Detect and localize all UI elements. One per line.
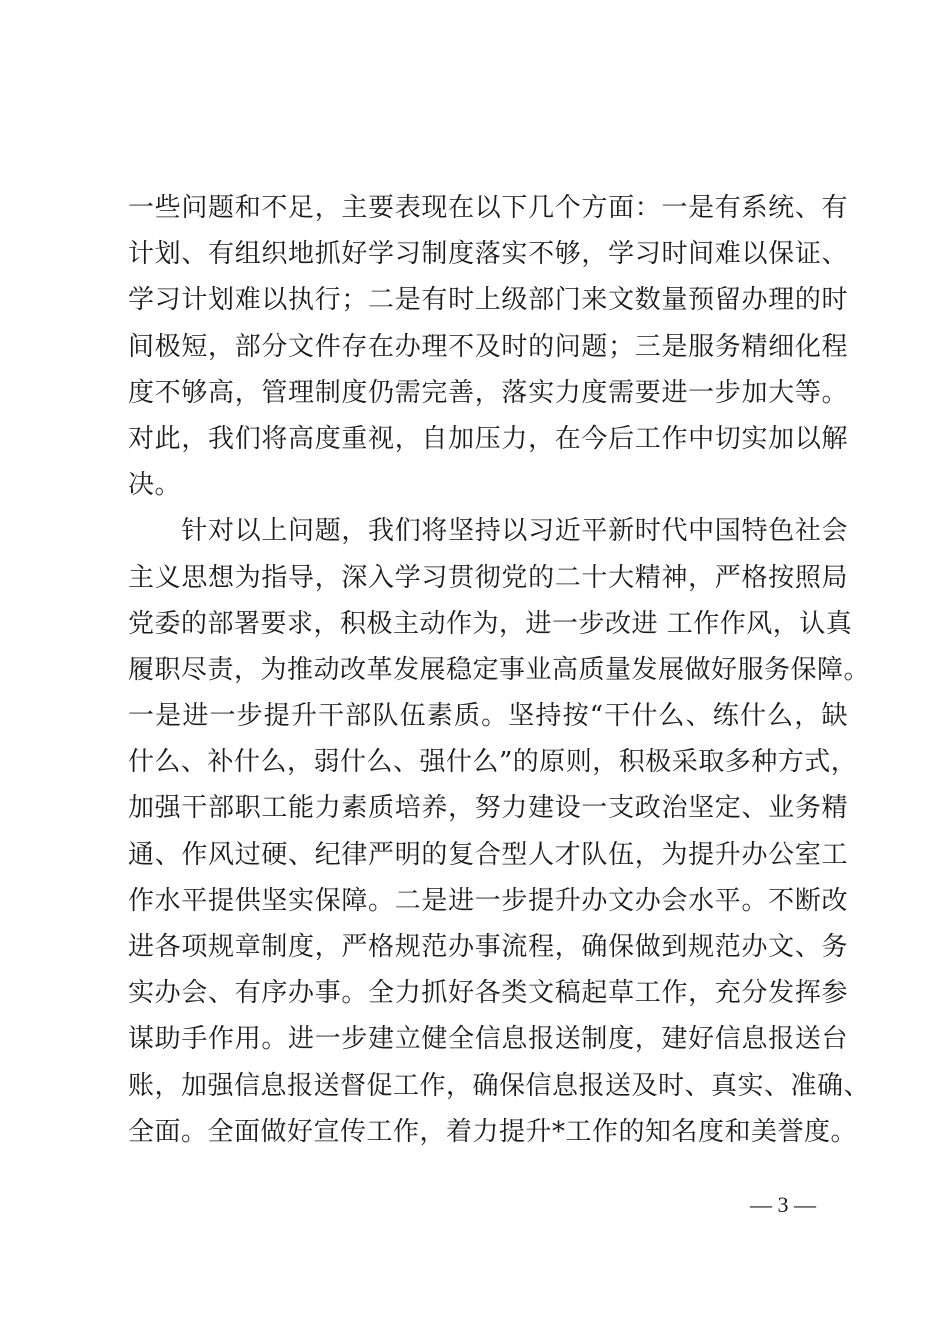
text-line: 谋助手作用。进一步建立健全信息报送制度，建好信息报送台: [128, 1024, 848, 1055]
text-line: 进各项规章制度，严格规范办事流程，确保做到规范办文、务: [128, 932, 848, 962]
text-line: 一是进一步提升干部队伍素质。坚持按“干什么、练什么，缺: [128, 701, 848, 732]
text-line: 全面。全面做好宣传工作，着力提升*工作的知名度和美誉度。: [128, 1116, 858, 1147]
text-line: 实办会、有序办事。全力抓好各类文稿起草工作，充分发挥参: [128, 978, 848, 1009]
paragraph-1: [128, 185, 848, 508]
text-line: 针对以上问题，我们将坚持以习近平新时代中国特色社会: [128, 516, 848, 547]
text-line: 账，加强信息报送督促工作，确保信息报送及时、真实、准确、: [128, 1070, 871, 1101]
text-line: 作水平提供坚实保障。二是进一步提升办文办会水平。不断改: [128, 885, 848, 916]
document-body: [128, 185, 871, 1155]
paragraph-2: [128, 508, 871, 1155]
text-line: 学习计划难以执行；二是有时上级部门来文数量预留办理的时: [128, 285, 848, 316]
text-line: 主义思想为指导，深入学习贯彻党的二十大精神，严格按照局: [128, 562, 848, 593]
text-line: 什么、补什么，弱什么、强什么”的原则，积极采取多种方式，: [128, 747, 858, 778]
text-line: 一些问题和不足，主要表现在以下几个方面：一是有系统、有: [128, 193, 848, 223]
page-number: — 3 —: [750, 1192, 816, 1217]
text-line: 度不够高，管理制度仍需完善，落实力度需要进一步加大等。: [128, 377, 848, 408]
text-line: 间极短，部分文件存在办理不及时的问题；三是服务精细化程: [128, 331, 848, 362]
text-line: 党委的部署要求，积极主动作为，进一步改进 工作作风，认真: [128, 608, 853, 639]
text-line: 计划、有组织地抓好学习制度落实不够，学习时间难以保证、: [128, 239, 848, 270]
text-line: 通、作风过硬、纪律严明的复合型人才队伍，为提升办公室工: [128, 839, 848, 870]
text-line: 履职尽责，为推动改革发展稳定事业高质量发展做好服务保障。: [128, 654, 871, 685]
text-line: 对此，我们将高度重视，自加压力，在今后工作中切实加以解: [128, 423, 848, 454]
text-line: 决。: [128, 470, 182, 501]
text-line: 加强干部职工能力素质培养，努力建设一支政治坚定、业务精: [128, 793, 848, 824]
